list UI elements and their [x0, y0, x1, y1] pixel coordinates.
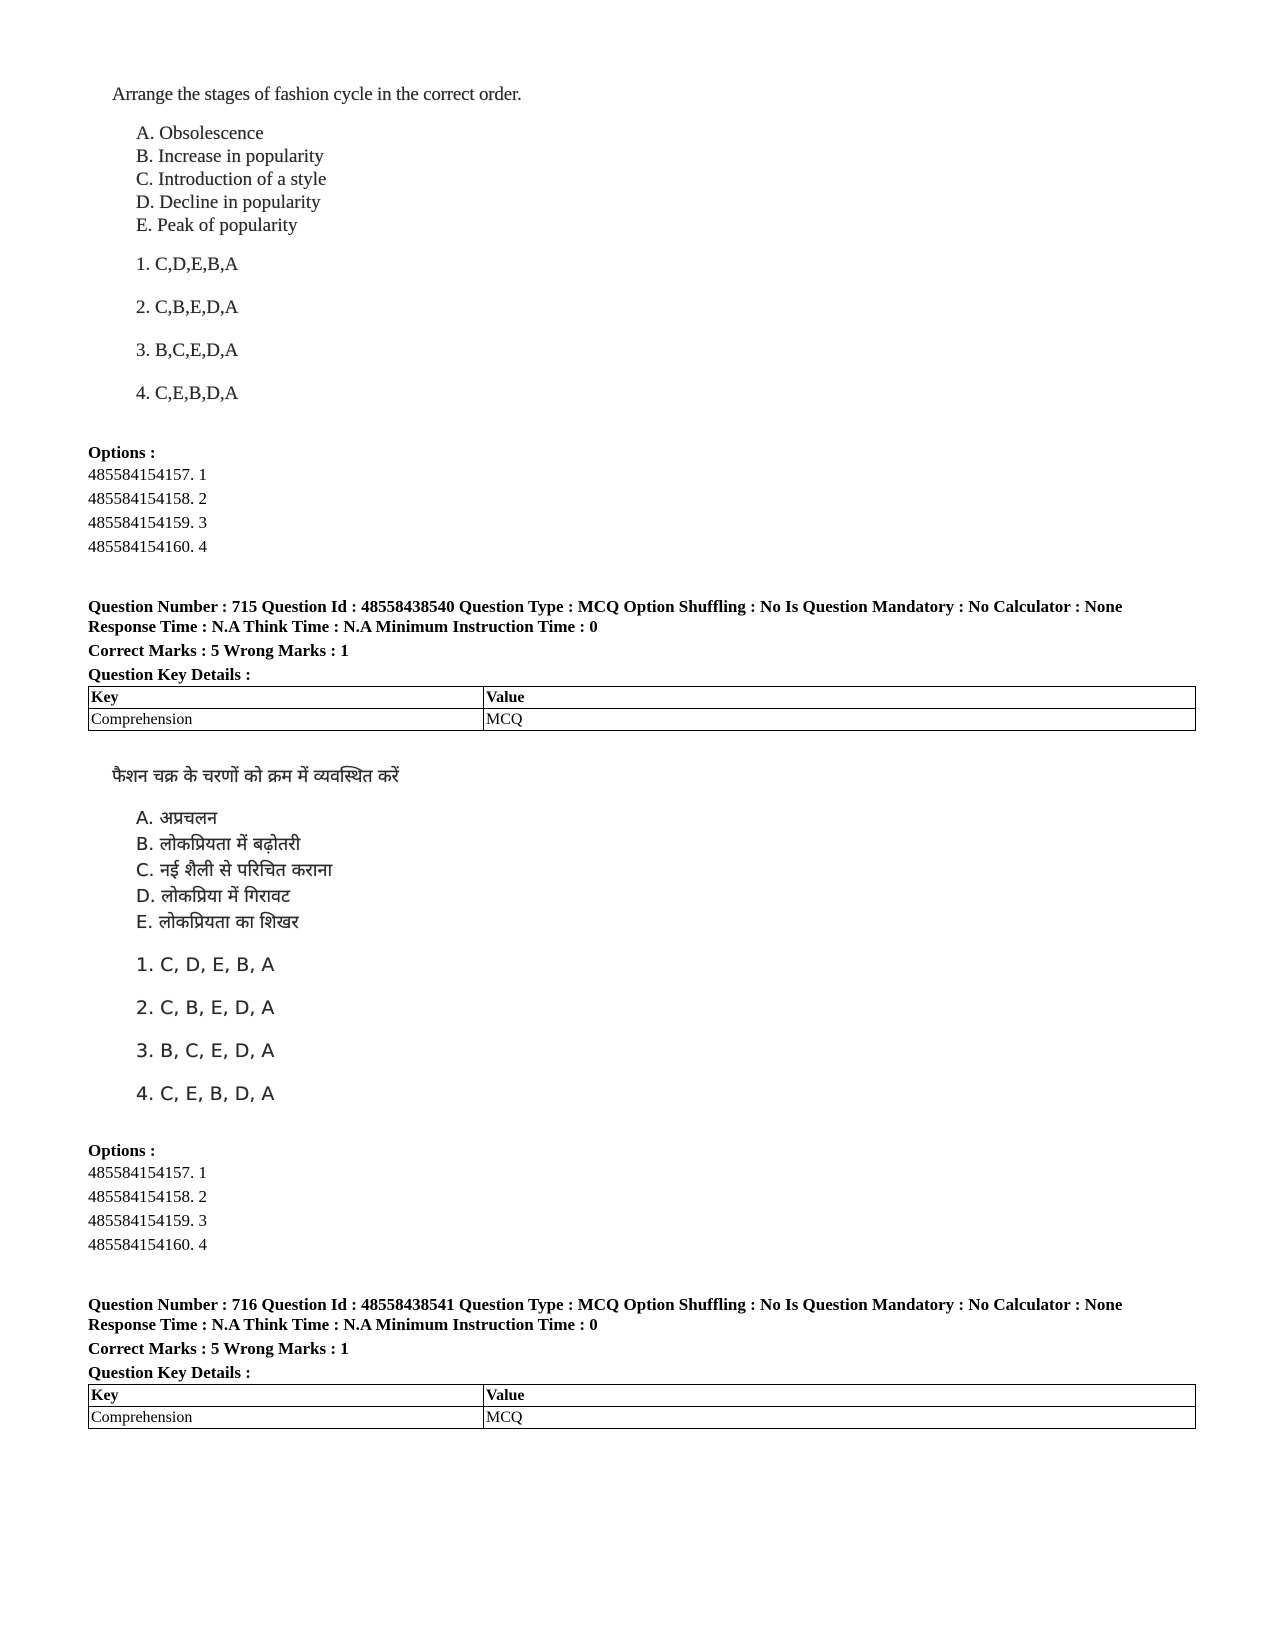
option-item: 485584154160. 4 [88, 1235, 207, 1254]
answer-choice: 4. C,E,B,D,A [136, 383, 239, 404]
option-item: 485584154160. 4 [88, 537, 207, 556]
statement-item: D. Decline in popularity [136, 192, 321, 213]
table-row [89, 709, 1196, 731]
table-cell-value: MCQ [484, 709, 1196, 731]
statement-item: B. Increase in popularity [136, 146, 324, 167]
key-details-table [88, 1384, 1196, 1429]
table-cell-value: MCQ [484, 1407, 1196, 1429]
question-stem: फैशन चक्र के चरणों को क्रम में व्यवस्थित करें [112, 766, 399, 787]
statement-item: B. लोकप्रियता में बढ़ोतरी [136, 834, 301, 855]
answer-choice: 4. C, E, B, D, A [136, 1083, 275, 1105]
options-label: Options : [88, 1141, 156, 1160]
answer-choice: 1. C, D, E, B, A [136, 954, 275, 976]
question-meta [88, 597, 1122, 685]
marks-line: Correct Marks : 5 Wrong Marks : 1 [88, 641, 349, 660]
marks-line: Correct Marks : 5 Wrong Marks : 1 [88, 1339, 349, 1358]
statement-item: D. लोकप्रिया में गिरावट [136, 886, 291, 907]
table-header-key: Key [89, 687, 484, 709]
options-section [88, 443, 207, 559]
question-meta-line1: Question Number : 715 Question Id : 48558438540 Question Type : MCQ Option Shuffling : No Is Question Mandatory : No Calculator : None [88, 597, 1123, 616]
table-cell-key: Comprehension [89, 1407, 484, 1429]
table-header-value: Value [484, 1385, 1196, 1407]
option-item: 485584154159. 3 [88, 1211, 207, 1230]
statement-item: E. लोकप्रियता का शिखर [136, 912, 299, 933]
statement-item: A. अप्रचलन [136, 808, 218, 829]
answer-choice: 3. B, C, E, D, A [136, 1040, 275, 1062]
key-details-label: Question Key Details : [88, 1363, 251, 1382]
table-cell-key: Comprehension [89, 709, 484, 731]
options-label: Options : [88, 443, 156, 462]
table-header-row [89, 687, 1196, 709]
question-meta-line2: Response Time : N.A Think Time : N.A Minimum Instruction Time : 0 [88, 617, 598, 636]
option-item: 485584154158. 2 [88, 1187, 207, 1206]
option-item: 485584154158. 2 [88, 489, 207, 508]
key-details-table [88, 686, 1196, 731]
question-stem: Arrange the stages of fashion cycle in the correct order. [112, 84, 522, 105]
statement-item: A. Obsolescence [136, 123, 264, 144]
option-item: 485584154159. 3 [88, 513, 207, 532]
table-header-value: Value [484, 687, 1196, 709]
table-row [89, 1407, 1196, 1429]
answer-choice: 2. C, B, E, D, A [136, 997, 275, 1019]
answer-choice: 1. C,D,E,B,A [136, 254, 239, 275]
options-section [88, 1141, 207, 1257]
statement-item: C. नई शैली से परिचित कराना [136, 860, 333, 881]
question-meta-line1: Question Number : 716 Question Id : 48558438541 Question Type : MCQ Option Shuffling : No Is Question Mandatory : No Calculator : None [88, 1295, 1123, 1314]
option-item: 485584154157. 1 [88, 465, 207, 484]
question-image-hindi [112, 764, 632, 1114]
question-meta-line2: Response Time : N.A Think Time : N.A Minimum Instruction Time : 0 [88, 1315, 598, 1334]
answer-choice: 2. C,B,E,D,A [136, 297, 239, 318]
statement-list [112, 122, 327, 237]
statement-item: C. Introduction of a style [136, 169, 327, 190]
statement-list [112, 806, 332, 936]
table-header-key: Key [89, 1385, 484, 1407]
option-item: 485584154157. 1 [88, 1163, 207, 1182]
statement-item: E. Peak of popularity [136, 215, 298, 236]
key-details-label: Question Key Details : [88, 665, 251, 684]
table-header-row [89, 1385, 1196, 1407]
question-meta [88, 1295, 1122, 1383]
answer-choice: 3. B,C,E,D,A [136, 340, 239, 361]
question-image-english [112, 84, 612, 424]
